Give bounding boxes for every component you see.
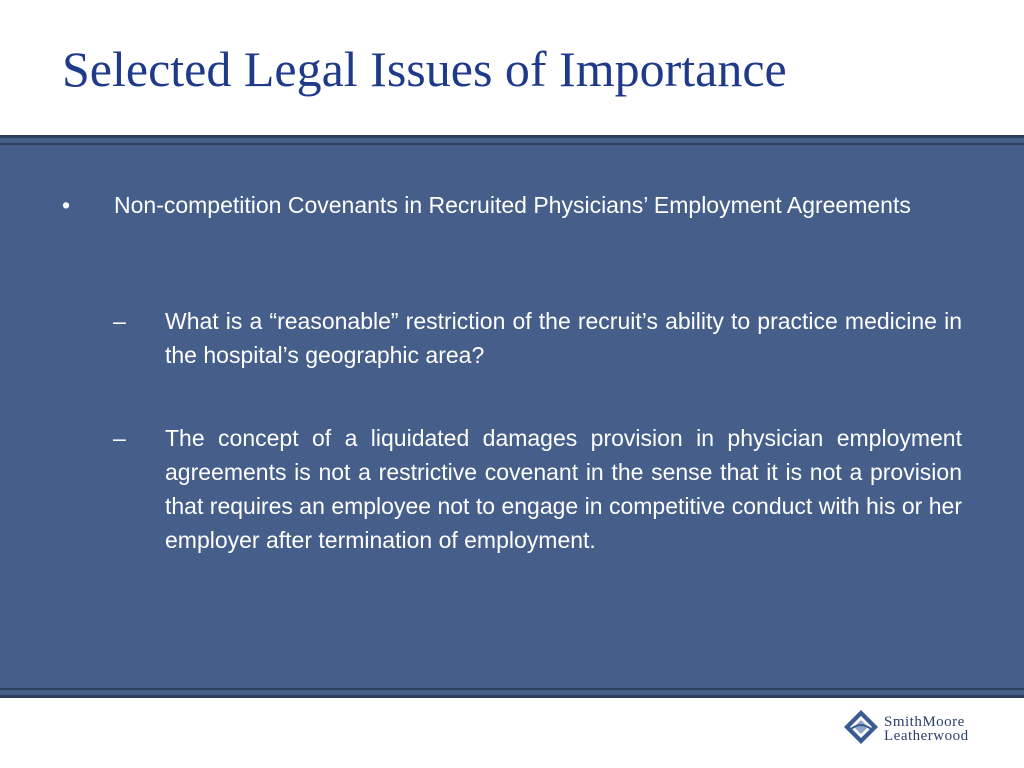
diamond-logo-icon <box>842 708 880 746</box>
sub-bullet-text: The concept of a liquidated damages provision in physician employment agreements is not a restrictive covenant in the sense that it is not a provision that requires an employee not to engage in competitive conduct with his or her employer after termination of employment. <box>165 425 962 553</box>
content-panel <box>0 135 1024 698</box>
slide-title: Selected Legal Issues of Importance <box>62 41 787 97</box>
sub-bullet-marker: – <box>113 308 126 334</box>
bullet-text: Non-competition Covenants in Recruited Physicians’ Employment Agreements <box>114 192 911 218</box>
logo-text-line1: SmithMoore <box>884 714 965 730</box>
bullet-marker: • <box>62 192 71 218</box>
sub-bullet-text: What is a “reasonable” restriction of the recruit’s ability to practice medicine in the hospital’s geographic area? <box>165 308 962 368</box>
sub-bullet-item <box>113 421 962 557</box>
bullet-item <box>62 188 962 222</box>
sub-bullet-item <box>113 304 962 372</box>
logo-text-line2: Leatherwood <box>884 728 969 744</box>
sub-bullet-marker: – <box>113 425 126 451</box>
company-logo <box>842 708 1017 748</box>
